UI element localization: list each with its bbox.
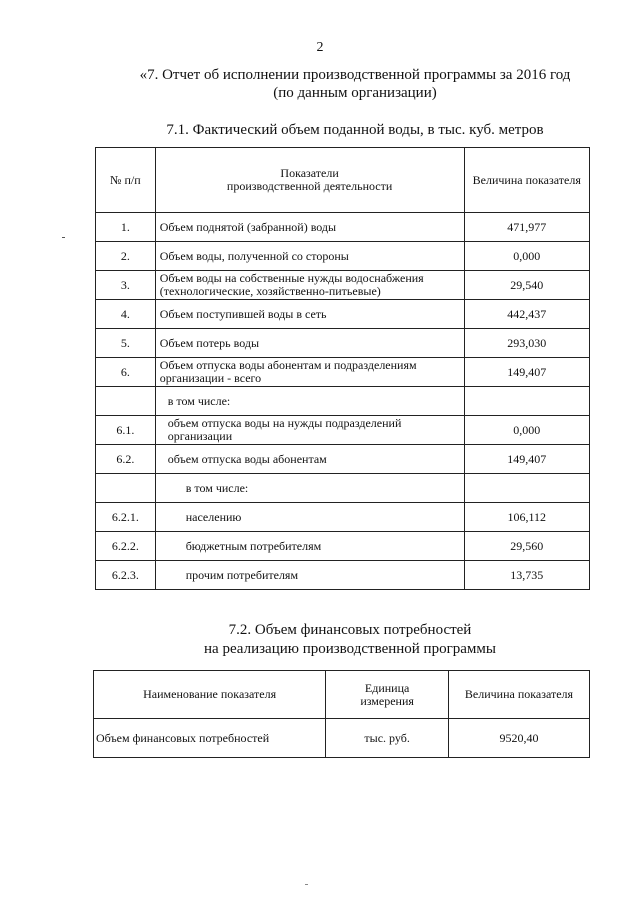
row-number: 5.	[96, 329, 156, 358]
table-header-row	[96, 148, 590, 213]
row-name: Объем воды, полученной со стороны	[155, 242, 464, 271]
row-value: 149,407	[464, 445, 589, 474]
row-name-line1: Объем воды на собственные нужды водоснабжения	[159, 271, 424, 285]
row-number: 2.	[96, 242, 156, 271]
row-name: прочим потребителям	[155, 561, 464, 590]
row-value: 471,977	[464, 213, 589, 242]
table-row	[96, 503, 590, 532]
row-number: 1.	[96, 213, 156, 242]
table-row	[96, 329, 590, 358]
row-name-line2: (технологические, хозяйственно-питьевые)	[159, 284, 381, 298]
scan-speck	[62, 237, 65, 238]
row-name-line1: объем отпуска воды на нужды подразделений	[167, 416, 402, 430]
row-name: Объем поступившей воды в сеть	[155, 300, 464, 329]
table-row	[96, 387, 590, 416]
row-name: Объем финансовых потребностей	[94, 719, 326, 758]
page-number: 2	[316, 40, 324, 55]
table-row	[96, 300, 590, 329]
header-indicators-line1: Показатели	[280, 166, 339, 180]
financial-needs-table	[93, 670, 590, 758]
row-name: в том числе:	[155, 474, 464, 503]
row-value: 29,560	[464, 532, 589, 561]
row-number	[96, 474, 156, 503]
row-number: 3.	[96, 271, 156, 300]
table-row	[96, 213, 590, 242]
row-value: 0,000	[464, 242, 589, 271]
row-name: Объем поднятой (забранной) воды	[155, 213, 464, 242]
row-value: 29,540	[464, 271, 589, 300]
row-number	[96, 387, 156, 416]
table-row	[96, 532, 590, 561]
header-indicators	[155, 148, 464, 213]
row-name-line2: организации	[167, 429, 233, 443]
row-number: 6.1.	[96, 416, 156, 445]
row-unit: тыс. руб.	[326, 719, 449, 758]
row-value: 13,735	[464, 561, 589, 590]
row-number: 6.	[96, 358, 156, 387]
table-row	[94, 719, 590, 758]
row-name: в том числе:	[155, 387, 464, 416]
section-7-2-title-line1: 7.2. Объем финансовых потребностей	[228, 622, 472, 638]
header-value: Величина показателя	[448, 671, 589, 719]
table-row	[96, 445, 590, 474]
row-value: 149,407	[464, 358, 589, 387]
table-row	[96, 242, 590, 271]
row-number: 6.2.	[96, 445, 156, 474]
row-number: 6.2.2.	[96, 532, 156, 561]
table-header-row	[94, 671, 590, 719]
row-value: 106,112	[464, 503, 589, 532]
row-number: 6.2.1.	[96, 503, 156, 532]
header-value: Величина показателя	[464, 148, 589, 213]
row-name: Объем потерь воды	[155, 329, 464, 358]
table-row	[96, 474, 590, 503]
row-value	[464, 474, 589, 503]
table-row	[96, 561, 590, 590]
row-number: 6.2.3.	[96, 561, 156, 590]
water-volume-table	[95, 147, 590, 590]
table-row	[96, 271, 590, 300]
header-unit-line1: Единица	[364, 680, 410, 695]
header-unit	[326, 671, 449, 719]
table-row	[96, 358, 590, 387]
report-title-line2: (по данным организации)	[273, 85, 437, 101]
header-unit-line2: измерения	[360, 693, 414, 708]
report-title-line1: «7. Отчет об исполнении производственной программы за 2016 год	[139, 67, 571, 83]
row-name: бюджетным потребителям	[155, 532, 464, 561]
scan-speck	[305, 884, 308, 885]
section-7-2-title	[0, 621, 640, 659]
row-name: населению	[155, 503, 464, 532]
row-value: 0,000	[464, 416, 589, 445]
row-name-line2: организации - всего	[159, 371, 262, 385]
report-title	[0, 66, 640, 102]
row-value: 293,030	[464, 329, 589, 358]
header-indicators-line2: производственной деятельности	[226, 179, 393, 193]
header-number: № п/п	[96, 148, 156, 213]
row-name	[155, 271, 464, 300]
header-indicator-name: Наименование показателя	[94, 671, 326, 719]
row-value: 9520,40	[448, 719, 589, 758]
row-value	[464, 387, 589, 416]
row-name	[155, 416, 464, 445]
table-row	[96, 416, 590, 445]
row-name	[155, 358, 464, 387]
row-value: 442,437	[464, 300, 589, 329]
row-name: объем отпуска воды абонентам	[155, 445, 464, 474]
row-name-line1: Объем отпуска воды абонентам и подразделениям	[159, 358, 417, 372]
row-number: 4.	[96, 300, 156, 329]
section-7-1-title: 7.1. Фактический объем поданной воды, в тыс. куб. метров	[166, 122, 544, 138]
section-7-2-title-line2: на реализацию производственной программы	[204, 641, 496, 657]
